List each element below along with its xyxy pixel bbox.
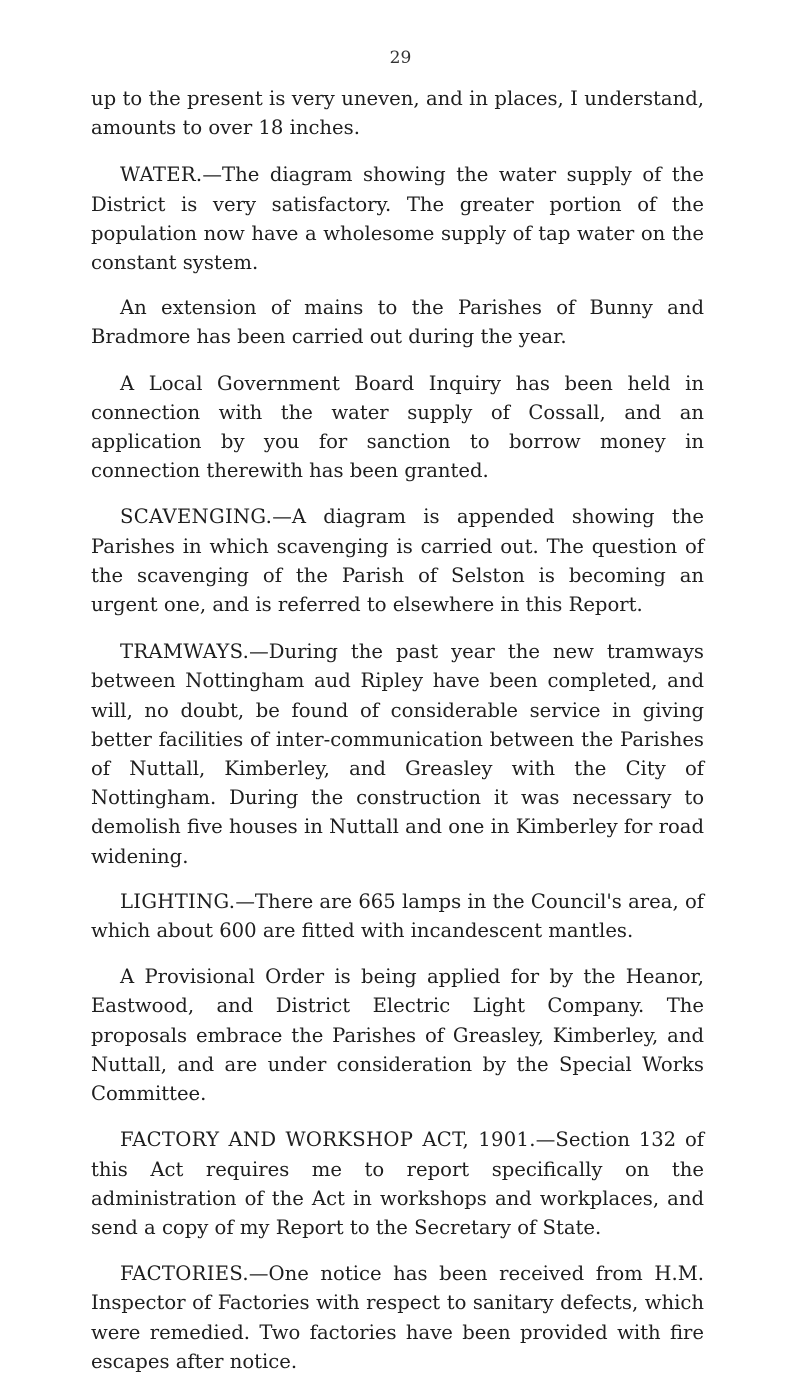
paragraph-text: up to the present is very uneven, and in places, I understand, amounts to over 18 inches. (91, 87, 704, 140)
paragraph-water (91, 160, 704, 277)
section-heading-scavenging: SCAVENGING. (120, 505, 273, 529)
section-heading-water: WATER. (120, 163, 203, 187)
paragraph-scavenging (91, 502, 704, 619)
paragraph-local-government-inquiry (91, 369, 704, 486)
section-heading-factories: FACTORIES. (120, 1262, 249, 1286)
paragraph-tramways (91, 637, 704, 871)
paragraph-provisional-order (91, 962, 704, 1108)
report-body (91, 84, 704, 1376)
page-number: 29 (389, 48, 412, 68)
section-heading-tramways: TRAMWAYS. (120, 640, 250, 664)
paragraph-factories (91, 1259, 704, 1376)
paragraph-text: —The diagram showing the water supply of the District is very satisfactory. The greater portion of the population now have a wholesome supply of tap water on the constant system. (91, 163, 704, 275)
paragraph-factory-workshop-act (91, 1125, 704, 1242)
paragraph-text: A Provisional Order is being applied for by the Heanor, Eastwood, and District Electric Light Company. The proposals embrace the Parishes of Greasley, Kimberley, and Nuttall, and are under consideration by the Special Works Committee. (91, 965, 704, 1106)
section-heading-factory-act: FACTORY AND WORKSHOP ACT, 1901. (120, 1128, 536, 1152)
paragraph-text: —A diagram is appended showing the Parishes in which scavenging is carried out. The question of the scavenging of the Parish of Selston is becoming an urgent one, and is referred to elsewhere in this Report. (91, 505, 704, 617)
paragraph-text: —Section 132 of this Act requires me to report specifically on the administration of the Act in workshops and workplaces, and send a copy of my Report to the Secretary of State. (91, 1128, 705, 1239)
paragraph-text: —During the past year the new tramways between Nottingham aud Ripley have been completed, and will, no doubt, be found of considerable service in giving better facilities of inter-communication between the Parishes of Nuttall, Kimberley, and Greasley with the City of Nottingham. During the construction it was necessary to demolish five houses in Nuttall and one in Kimberley for road widening. (91, 640, 704, 868)
paragraph-text: —One notice has been received from H.M. Inspector of Factories with respect to sanitary defects, which were remedied. Two factories have been provided with fire escapes after notice. (91, 1262, 704, 1373)
paragraph-text: A Local Government Board Inquiry has been held in connection with the water supply of Cossall, and an application by you for sanction to borrow money in connection therewith has been granted. (91, 371, 704, 483)
paragraph-text: —There are 665 lamps in the Council's area, of which about 600 are fitted with incandescent mantles. (91, 889, 704, 943)
section-heading-lighting: LIGHTING. (120, 889, 236, 913)
paragraph-mains-extension (91, 293, 704, 351)
paragraph-text: An extension of mains to the Parishes of Bunny and Bradmore has been carried out during the year. (91, 296, 704, 349)
paragraph-continuation (91, 84, 704, 142)
paragraph-lighting (91, 887, 704, 945)
